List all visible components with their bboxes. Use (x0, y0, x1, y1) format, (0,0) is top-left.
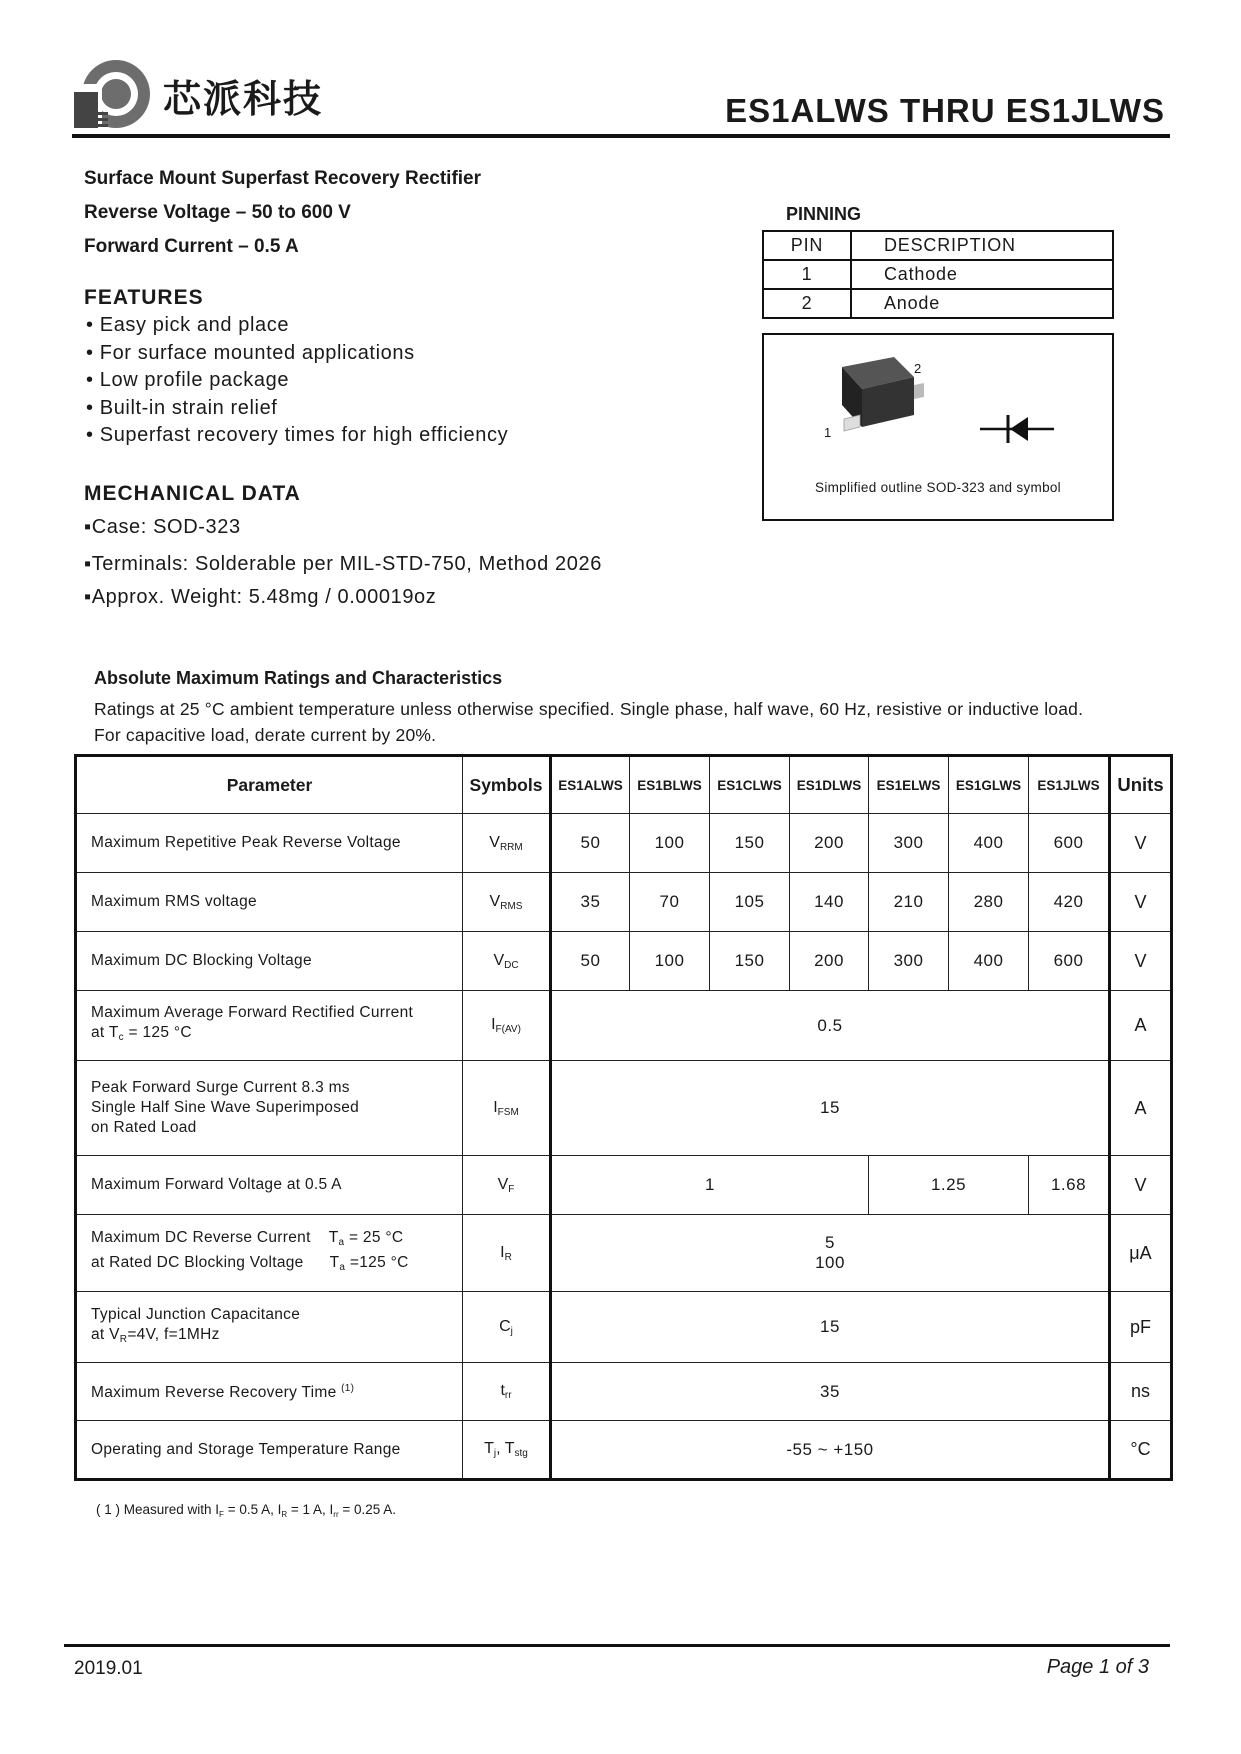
pinning-table (762, 230, 1114, 319)
page-number: Page 1 of 3 (1046, 1656, 1149, 1678)
value-cell: 280 (949, 873, 1029, 932)
mechanical-item: ▪Approx. Weight: 5.48mg / 0.00019oz (84, 586, 437, 608)
parameter-cell: Maximum DC Blocking Voltage (76, 932, 463, 991)
footnote-mark: (1) (341, 1383, 355, 1395)
unit-cell: A (1110, 991, 1172, 1061)
pinning-title: PINNING (786, 204, 862, 224)
value-cell: 105 (710, 873, 790, 932)
footer-divider (64, 1644, 1170, 1647)
parameter-cell: Operating and Storage Temperature Range (76, 1421, 463, 1480)
symbol-cell: $V_F$ (463, 1156, 551, 1215)
parameter-cell: Maximum Forward Voltage at 0.5 A (76, 1156, 463, 1215)
feature-item: • Superfast recovery times for high efficiency (86, 424, 509, 446)
value-cell: 600 (1029, 932, 1110, 991)
unit-cell: A (1110, 1061, 1172, 1156)
value-cell: 400 (949, 932, 1029, 991)
mechanical-item: ▪Case: SOD-323 (84, 516, 241, 538)
value-cell: 200 (790, 932, 869, 991)
part-header: ES1ALWS (551, 756, 630, 814)
pin-description: Anode (851, 289, 1113, 318)
feature-item: • Built-in strain relief (86, 397, 278, 419)
ratings-table (74, 754, 1173, 1481)
value-cell: 210 (869, 873, 949, 932)
value-cell: 1 (551, 1156, 869, 1215)
parameter-cell: Maximum DC Reverse Current $T_a = 25$ °C at Rated DC Blocking Voltage $T_a =125$ °C (76, 1215, 463, 1292)
header-divider (72, 134, 1170, 138)
table-row (76, 1215, 1172, 1292)
unit-cell: pF (1110, 1292, 1172, 1363)
outline-caption: Simplified outline SOD-323 and symbol (815, 480, 1061, 495)
value-cell: 70 (630, 873, 710, 932)
symbol-cell: $I_{FSM}$ (463, 1061, 551, 1156)
value-cell: 0.5 (551, 991, 1110, 1061)
table-row (76, 991, 1172, 1061)
value-cell: 35 (551, 873, 630, 932)
unit-cell: V (1110, 814, 1172, 873)
value-cell: 100 (630, 814, 710, 873)
value-cell: 35 (551, 1363, 1110, 1421)
unit-cell: V (1110, 1156, 1172, 1215)
unit-cell: μA (1110, 1215, 1172, 1292)
value-cell: 150 (710, 814, 790, 873)
pinning-header-row (763, 231, 1113, 260)
symbol-cell: $V_{DC}$ (463, 932, 551, 991)
table-row (76, 814, 1172, 873)
package-outline-figure (762, 333, 1114, 521)
table-row (76, 1292, 1172, 1363)
parameter-cell: Maximum RMS voltage (76, 873, 463, 932)
value-cell: 50 (551, 814, 630, 873)
symbol-cell: $C_j$ (463, 1292, 551, 1363)
value-cell: 1.25 (869, 1156, 1029, 1215)
symbol-cell: $t_{rr}$ (463, 1363, 551, 1421)
reverse-voltage-summary: Reverse Voltage – 50 to 600 V (84, 202, 351, 223)
table-row (76, 1421, 1172, 1480)
mechanical-heading: MECHANICAL DATA (84, 482, 301, 505)
part-header: ES1JLWS (1029, 756, 1110, 814)
parameter-cell: Peak Forward Surge Current 8.3 ms Single Half Sine Wave Superimposed on Rated Load (76, 1061, 463, 1156)
forward-current-summary: Forward Current – 0.5 A (84, 236, 299, 257)
parameter-cell: Maximum Average Forward Rectified Current at $T_c = 125$ °C (76, 991, 463, 1061)
company-name: 芯派科技 (163, 77, 324, 121)
unit-cell: °C (1110, 1421, 1172, 1480)
value-cell: 300 (869, 932, 949, 991)
symbol-cell: $V_{RMS}$ (463, 873, 551, 932)
pin-number: 1 (763, 260, 851, 289)
value-cell: 200 (790, 814, 869, 873)
parameter-cell: Maximum Reverse Recovery Time $^{(1)}$ (76, 1363, 463, 1421)
table-row (76, 873, 1172, 932)
company-logo-icon (72, 56, 152, 132)
value-cell: 140 (790, 873, 869, 932)
part-header: ES1GLWS (949, 756, 1029, 814)
units-header: Units (1110, 756, 1172, 814)
value-cell: 150 (710, 932, 790, 991)
feature-item: • Easy pick and place (86, 314, 290, 336)
ratings-header-row (76, 756, 1172, 814)
value-cell: 15 (551, 1061, 1110, 1156)
table-row (76, 932, 1172, 991)
table-row (763, 260, 1113, 289)
parameter-cell: Typical Junction Capacitance at $V_R=4V$, f=1MHz (76, 1292, 463, 1363)
part-header: ES1ELWS (869, 756, 949, 814)
value-cell: 400 (949, 814, 1029, 873)
parameter-cell: Maximum Repetitive Peak Reverse Voltage (76, 814, 463, 873)
table-row (76, 1156, 1172, 1215)
table-row (763, 289, 1113, 318)
features-heading: FEATURES (84, 286, 204, 309)
symbols-header: Symbols (463, 756, 551, 814)
table-row (76, 1061, 1172, 1156)
part-header: ES1BLWS (630, 756, 710, 814)
value-cell: 1.68 (1029, 1156, 1110, 1215)
part-header: ES1DLWS (790, 756, 869, 814)
pin-1-label: 1 (824, 425, 832, 440)
footnote: ( 1 ) Measured with $I_F = 0.5$ A, $I_R = 1$ A, $I_{rr} = 0.25$ A. (96, 1502, 397, 1519)
parameter-header: Parameter (76, 756, 463, 814)
symbol-cell: $V_{RRM}$ (463, 814, 551, 873)
pin-number: 2 (763, 289, 851, 318)
description-header: DESCRIPTION (851, 231, 1113, 260)
ratings-note: For capacitive load, derate current by 20%. (94, 725, 437, 745)
ratings-note: Ratings at 25 °C ambient temperature unless otherwise specified. Single phase, half wave, 60 Hz, resistive or inductive load. (94, 699, 1084, 719)
value-cell: -55 ~ +150 (551, 1421, 1110, 1480)
pin-2-label: 2 (914, 361, 922, 376)
value-cell: 5 100 (551, 1215, 1110, 1292)
symbol-cell: $I_R$ (463, 1215, 551, 1292)
revision-date: 2019.01 (74, 1658, 143, 1679)
ratings-title: Absolute Maximum Ratings and Characteristics (94, 668, 503, 688)
feature-item: • For surface mounted applications (86, 342, 415, 364)
symbol-cell: $I_{F(AV)}$ (463, 991, 551, 1061)
product-description: Surface Mount Superfast Recovery Rectifier (84, 168, 482, 189)
page-title: ES1ALWS THRU ES1JLWS (725, 92, 1165, 129)
value-cell: 420 (1029, 873, 1110, 932)
value-cell: 50 (551, 932, 630, 991)
symbol-cell: $T_j$, $T_{stg}$ (463, 1421, 551, 1480)
pin-description: Cathode (851, 260, 1113, 289)
unit-cell: ns (1110, 1363, 1172, 1421)
value-cell: 15 (551, 1292, 1110, 1363)
table-row (76, 1363, 1172, 1421)
feature-item: • Low profile package (86, 369, 290, 391)
value-cell: 100 (630, 932, 710, 991)
value-cell: 300 (869, 814, 949, 873)
unit-cell: V (1110, 873, 1172, 932)
mechanical-item: ▪Terminals: Solderable per MIL-STD-750, Method 2026 (84, 553, 602, 575)
unit-cell: V (1110, 932, 1172, 991)
part-header: ES1CLWS (710, 756, 790, 814)
pin-header: PIN (763, 231, 851, 260)
value-cell: 600 (1029, 814, 1110, 873)
